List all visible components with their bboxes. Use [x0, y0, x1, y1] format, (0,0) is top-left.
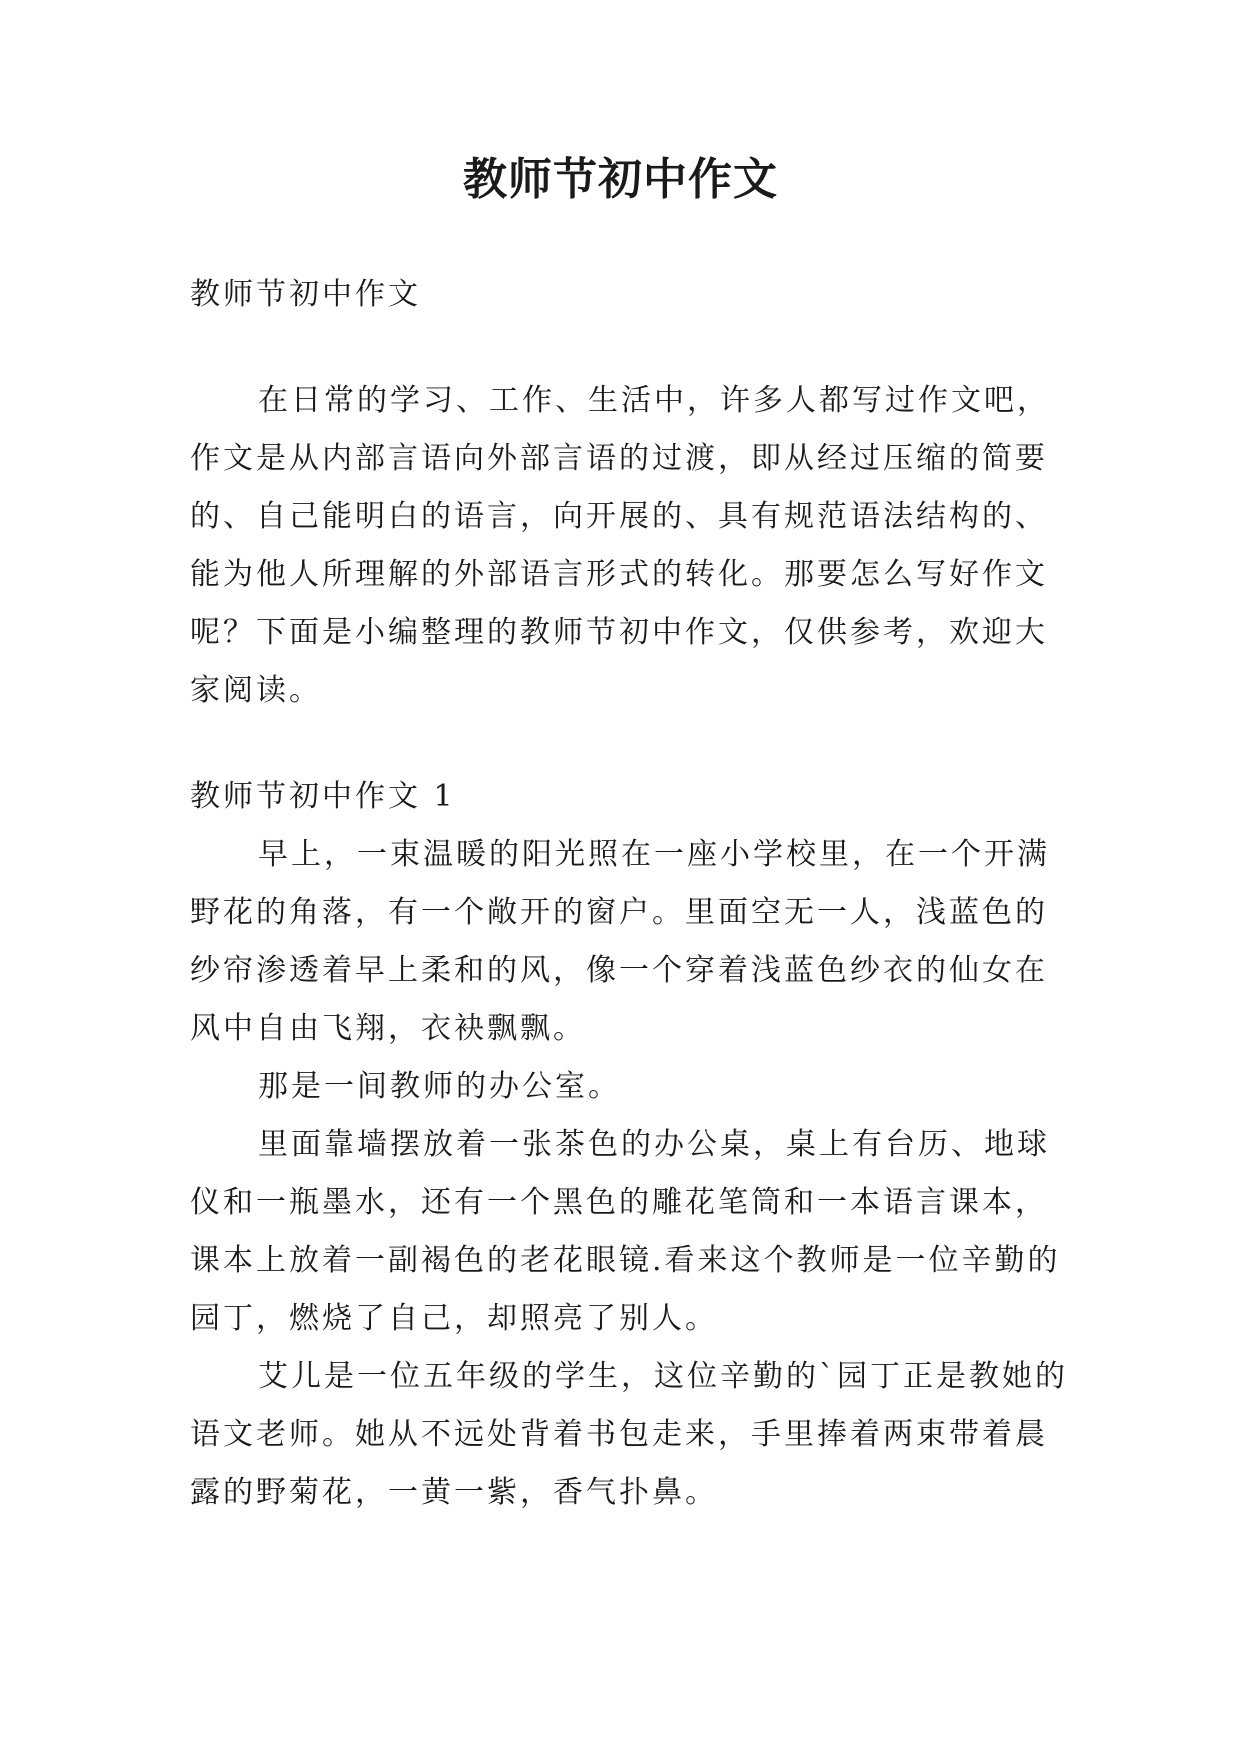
section-paragraph-1: 早上，一束温暖的阳光照在一座小学校里，在一个开满野花的角落，有一个敞开的窗户。里面空无一人，浅蓝色的纱帘渗透着早上柔和的风，像一个穿着浅蓝色纱衣的仙女在风中自由飞翔，衣袂飘飘。	[190, 837, 1050, 1046]
document-body	[190, 266, 1070, 1522]
subtitle: 教师节初中作文	[190, 277, 421, 312]
document-title: 教师节初中作文	[463, 154, 778, 205]
section-heading: 教师节初中作文 1	[190, 779, 456, 814]
spacer	[190, 324, 1070, 372]
intro-paragraph: 在日常的学习、工作、生活中，许多人都写过作文吧，作文是从内部言语向外部言语的过渡，即从经过压缩的简要的、自己能明白的语言，向开展的、具有规范语法结构的、能为他人所理解的外部语言形式的转化。那要怎么写好作文呢？下面是小编整理的教师节初中作文，仅供参考，欢迎大家阅读。	[190, 383, 1050, 708]
spacer	[190, 720, 1070, 768]
section-paragraph-3: 里面靠墙摆放着一张茶色的办公桌，桌上有台历、地球仪和一瓶墨水，还有一个黑色的雕花笔筒和一本语言课本，课本上放着一副褐色的老花眼镜.看来这个教师是一位辛勤的园丁，燃烧了自己，却照亮了别人。	[190, 1127, 1061, 1336]
section-paragraph-4: 艾儿是一位五年级的学生，这位辛勤的`园丁正是教她的语文老师。她从不远处背着书包走来，手里捧着两束带着晨露的野菊花，一黄一紫，香气扑鼻。	[190, 1359, 1068, 1510]
section-paragraph-2: 那是一间教师的办公室。	[258, 1069, 621, 1104]
